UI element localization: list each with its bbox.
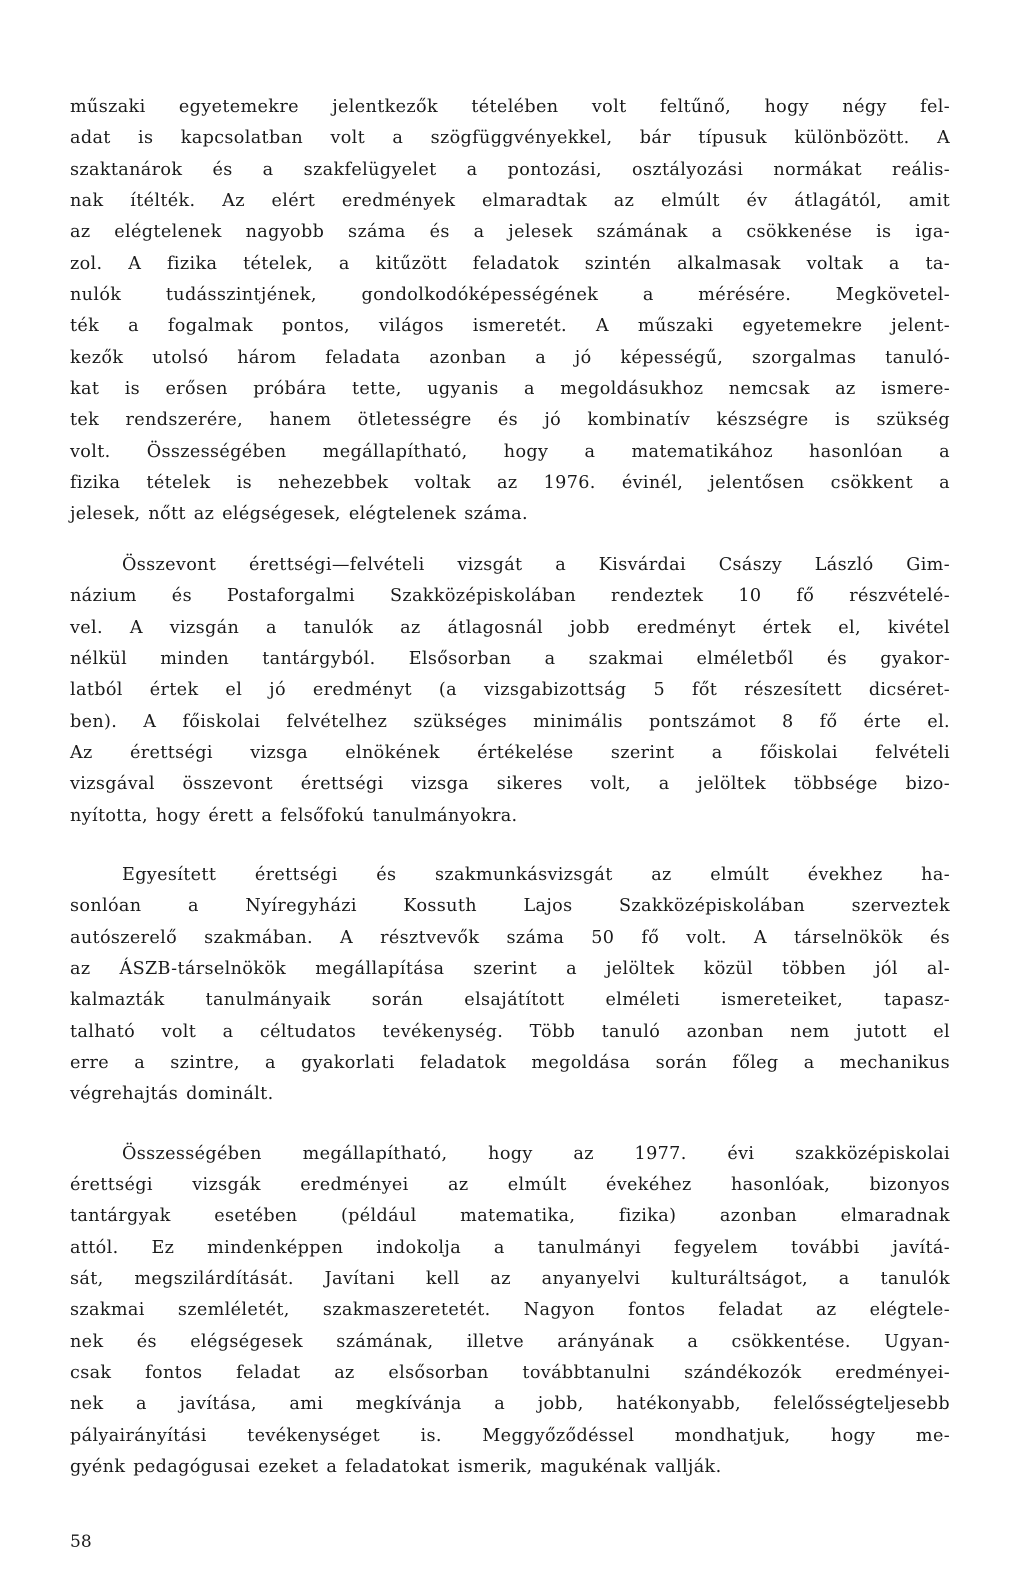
text-line: nélkül minden tantárgyból. Elsősorban a szakmai elméletből és gyakor-: [70, 648, 950, 669]
text-line: Egyesített érettségi és szakmunkásvizsgát az elmúlt évekhez ha-: [122, 864, 950, 885]
text-line: gyénk pedagógusai ezeket a feladatokat ismerik, magukénak vallják.: [70, 1457, 722, 1478]
text-line: nulók tudásszintjének, gondolkodóképességének a mérésére. Megkövetel-: [70, 285, 950, 306]
text-line: szaktanárok és a szakfelügyelet a pontozási, osztályozási normákat reális-: [70, 159, 950, 180]
text-line: volt. Összességében megállapítható, hogy a matematikához hasonlóan a: [70, 441, 950, 462]
text-line: sonlóan a Nyíregyházi Kossuth Lajos Szakközépiskolában szerveztek: [70, 896, 950, 917]
body-text: [70, 92, 950, 1483]
paragraph-spacer: [70, 832, 950, 860]
paragraph: [70, 92, 950, 531]
text-line: adat is kapcsolatban volt a szögfüggvényekkel, bár típusuk különbözött. A: [70, 128, 950, 149]
text-line: sát, megszilárdítását. Javítani kell az anyanyelvi kulturáltságot, a tanulók: [70, 1269, 950, 1290]
text-line: fizika tételek is nehezebbek voltak az 1976. évinél, jelentősen csökkent a: [70, 473, 950, 494]
paragraph: [70, 860, 950, 1111]
text-line: latból értek el jó eredményt (a vizsgabizottság 5 főt részesített dicséret-: [70, 680, 950, 701]
text-line: jelesek, nőtt az elégségesek, elégtelenek száma.: [70, 504, 528, 525]
paragraph: [70, 1139, 950, 1484]
text-line: csak fontos feladat az elsősorban továbbtanulni szándékozók eredményei-: [70, 1363, 950, 1384]
text-line: zol. A fizika tételek, a kitűzött feladatok szintén alkalmasak voltak a ta-: [70, 253, 950, 274]
text-line: attól. Ez mindenképpen indokolja a tanulmányi fegyelem további javítá-: [70, 1237, 950, 1258]
text-line: az ÁSZB-társelnökök megállapítása szerint a jelöltek közül többen jól al-: [70, 958, 950, 979]
text-line: vizsgával összevont érettségi vizsga sikeres volt, a jelöltek többsége bizo-: [70, 774, 950, 795]
text-line: nyította, hogy érett a felsőfokú tanulmányokra.: [70, 805, 518, 826]
text-line: kat is erősen próbára tette, ugyanis a megoldásukhoz nemcsak az ismere-: [70, 379, 950, 400]
text-line: erre a szintre, a gyakorlati feladatok megoldása során főleg a mechanikus: [70, 1052, 950, 1073]
text-line: vel. A vizsgán a tanulók az átlagosnál jobb eredményt értek el, kivétel: [70, 617, 950, 638]
text-line: nak ítélték. Az elért eredmények elmaradtak az elmúlt év átlagától, amit: [70, 191, 950, 212]
text-line: Az érettségi vizsga elnökének értékelése szerint a főiskolai felvételi: [70, 742, 950, 763]
text-line: tantárgyak esetében (például matematika, fizika) azonban elmaradnak: [70, 1206, 950, 1227]
text-line: tek rendszerére, hanem ötletességre és jó kombinatív készségre is szükség: [70, 410, 950, 431]
text-line: ben). A főiskolai felvételhez szükséges minimális pontszámot 8 fő érte el.: [70, 711, 950, 732]
text-line: ték a fogalmak pontos, világos ismeretét. A műszaki egyetemekre jelent-: [70, 316, 950, 337]
page-number: 58: [70, 1532, 92, 1552]
text-line: pályairányítási tevékenységet is. Meggyőződéssel mondhatjuk, hogy me-: [70, 1425, 950, 1446]
text-line: érettségi vizsgák eredményei az elmúlt évekéhez hasonlóak, bizonyos: [70, 1175, 950, 1195]
paragraph-spacer: [70, 1111, 950, 1139]
paragraph: [70, 550, 950, 832]
text-line: Összességében megállapítható, hogy az 1977. évi szakközépiskolai: [122, 1143, 950, 1164]
text-line: talható volt a céltudatos tevékenység. Több tanuló azonban nem jutott el: [70, 1021, 950, 1042]
text-line: kezők utolsó három feladata azonban a jó képességű, szorgalmas tanuló-: [70, 347, 950, 368]
text-line: szakmai szemléletét, szakmaszeretetét. Nagyon fontos feladat az elégtele-: [70, 1300, 950, 1321]
text-line: kalmazták tanulmányaik során elsajátított elméleti ismereteiket, tapasz-: [70, 990, 950, 1011]
paragraph-spacer: [70, 531, 950, 550]
text-line: végrehajtás dominált.: [70, 1084, 274, 1105]
text-line: názium és Postaforgalmi Szakközépiskolában rendeztek 10 fő részvételé-: [70, 586, 950, 607]
text-line: az elégtelenek nagyobb száma és a jelesek számának a csökkenése is iga-: [70, 222, 950, 243]
text-line: nek és elégségesek számának, illetve arányának a csökkentése. Ugyan-: [70, 1331, 950, 1352]
text-line: műszaki egyetemekre jelentkezők tételében volt feltűnő, hogy négy fel-: [70, 97, 950, 117]
text-line: Összevont érettségi—felvételi vizsgát a Kisvárdai Császy László Gim-: [122, 554, 950, 575]
text-line: nek a javítása, ami megkívánja a jobb, hatékonyabb, felelősségteljesebb: [70, 1394, 950, 1415]
text-line: autószerelő szakmában. A résztvevők száma 50 fő volt. A társelnökök és: [70, 927, 950, 948]
